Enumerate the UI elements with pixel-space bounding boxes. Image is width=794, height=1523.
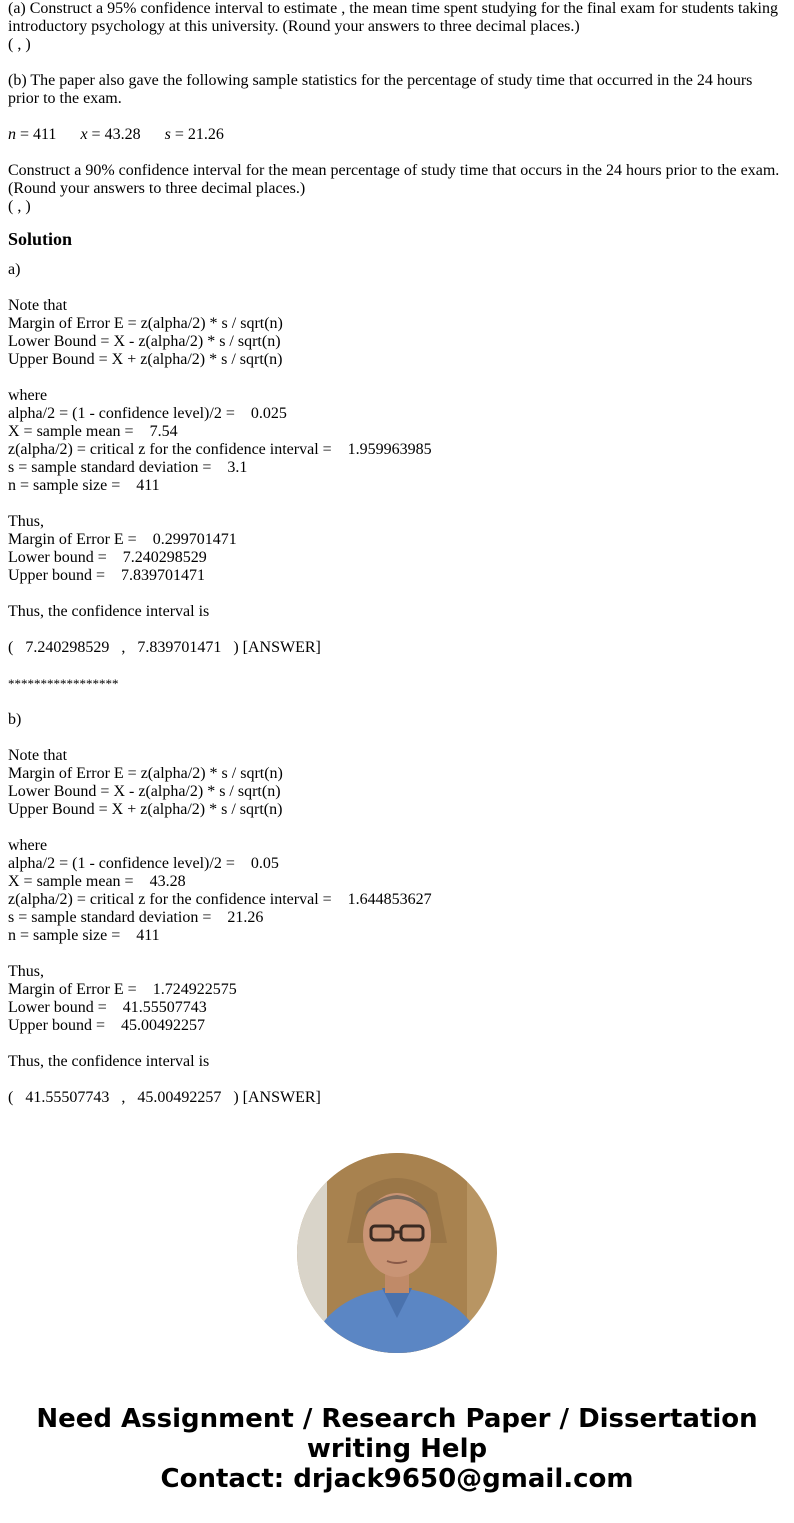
question-a-answer-blank: ( , ) [8,36,31,53]
stat-s-symbol: s [164,126,171,143]
critical-z: z(alpha/2) = critical z for the confidence interval = 1.959963985 [8,441,432,458]
promo-contact: Contact: drjack9650@gmail.com [160,1464,634,1494]
question-a-text: (a) Construct a 95% confidence interval to estimate , the mean time spent studying for the final exam for students taking introductory psychology at this university. (Round your answers to three decimal places.) [8,0,782,35]
note-text: Note that [8,297,68,314]
author-avatar [297,1153,497,1353]
separator-stars: ***************** [8,676,119,691]
margin-of-error: Margin of Error E = 0.299701471 [8,531,237,548]
sample-size: n = sample size = 411 [8,477,160,494]
confidence-interval-answer: ( 7.240298529 , 7.839701471 ) [ANSWER] [8,639,321,656]
question-b-text: (b) The paper also gave the following sample statistics for the percentage of study time that occurred in the 24 hours prior to the exam. [8,72,753,107]
promo-banner [0,1404,794,1494]
interval-intro: Thus, the confidence interval is [8,603,210,620]
thus-text: Thus, [8,513,44,530]
lower-bound: Lower bound = 7.240298529 [8,549,207,566]
lower-formula: Lower Bound = X - z(alpha/2) * s / sqrt(n) [8,783,281,800]
question-b-text-2: Construct a 90% confidence interval for the mean percentage of study time that occurs in the 24 hours prior to the exam. (Round your answers to three decimal places.) [8,162,784,197]
stat-s-value: = 21.26 [170,126,224,143]
solution-part-a [8,261,786,675]
part-b-label: b) [8,711,22,728]
moe-formula: Margin of Error E = z(alpha/2) * s / sqrt(n) [8,315,283,332]
moe-formula: Margin of Error E = z(alpha/2) * s / sqrt(n) [8,765,283,782]
note-text: Note that [8,747,68,764]
sample-statistics [8,126,786,144]
alpha-value: alpha/2 = (1 - confidence level)/2 = 0.025 [8,405,287,422]
person-portrait-icon [297,1153,497,1353]
upper-bound: Upper bound = 45.00492257 [8,1017,206,1034]
part-a-label: a) [8,261,21,278]
promo-line-2: writing Help [306,1434,488,1464]
where-text: where [8,387,48,404]
thus-text: Thus, [8,963,44,980]
critical-z: z(alpha/2) = critical z for the confidence interval = 1.644853627 [8,891,432,908]
sample-size: n = sample size = 411 [8,927,160,944]
interval-intro: Thus, the confidence interval is [8,1053,210,1070]
sample-mean: X = sample mean = 7.54 [8,423,178,440]
stat-n-symbol: n [8,126,16,143]
solution-heading: Solution [8,229,73,249]
margin-of-error: Margin of Error E = 1.724922575 [8,981,237,998]
confidence-interval-answer: ( 41.55507743 , 45.00492257 ) [ANSWER] [8,1089,321,1106]
sample-sd: s = sample standard deviation = 3.1 [8,459,248,476]
upper-formula: Upper Bound = X + z(alpha/2) * s / sqrt(n) [8,351,283,368]
upper-formula: Upper Bound = X + z(alpha/2) * s / sqrt(n) [8,801,283,818]
lower-bound: Lower bound = 41.55507743 [8,999,207,1016]
sample-mean: X = sample mean = 43.28 [8,873,186,890]
lower-formula: Lower Bound = X - z(alpha/2) * s / sqrt(n) [8,333,281,350]
stat-x-symbol: x [80,126,88,143]
alpha-value: alpha/2 = (1 - confidence level)/2 = 0.05 [8,855,279,872]
question-part-b [8,72,786,216]
solution-part-b [8,711,786,1107]
stat-x-value: = 43.28 [87,126,141,143]
question-part-a [8,0,786,54]
where-text: where [8,837,48,854]
upper-bound: Upper bound = 7.839701471 [8,567,206,584]
promo-line-1: Need Assignment / Research Paper / Dissertation [36,1404,758,1434]
question-b-answer-blank: ( , ) [8,198,31,215]
stat-n-value: = 411 [16,126,57,143]
sample-sd: s = sample standard deviation = 21.26 [8,909,264,926]
